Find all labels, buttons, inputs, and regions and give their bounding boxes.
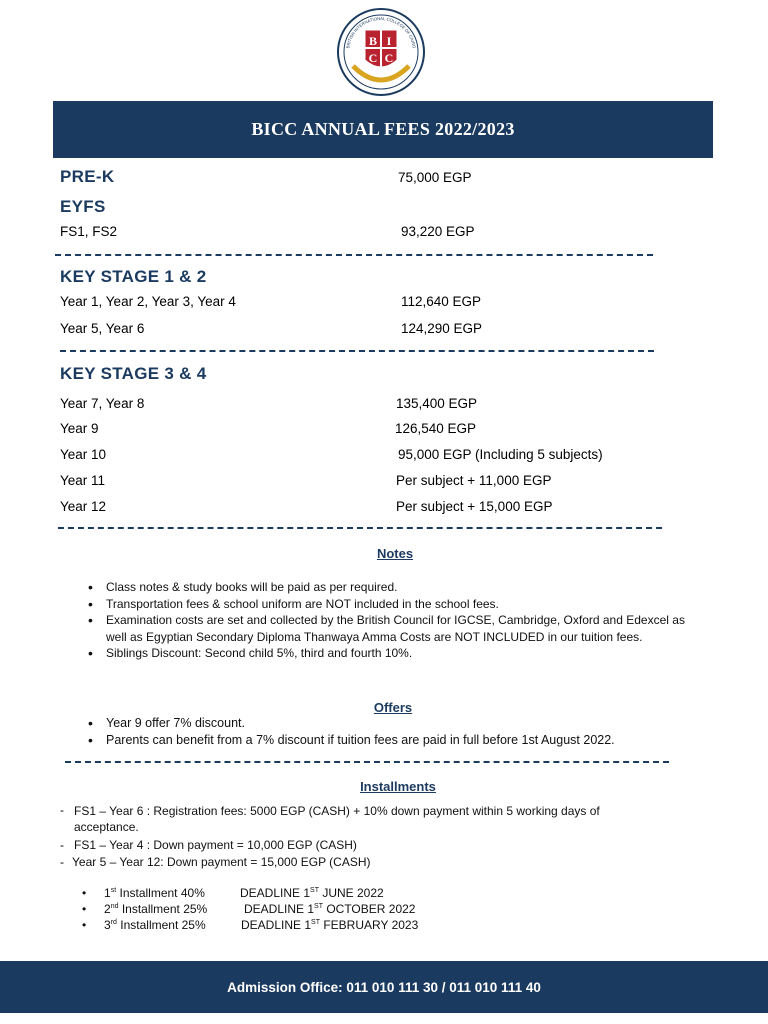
divider (65, 761, 669, 763)
installment-label: Installment 25% (120, 918, 206, 932)
logo-letter: C (368, 51, 378, 65)
notes-title: Notes (376, 546, 414, 561)
divider (60, 350, 654, 352)
notes-list (82, 579, 692, 662)
admission-contact: Admission Office: 011 010 111 30 / 011 010 111 40 (227, 979, 541, 995)
ks12-row-fee: 124,290 EGP (401, 321, 483, 336)
installments-title: Installments (360, 779, 436, 794)
page-title: BICC ANNUAL FEES 2022/2023 (251, 119, 515, 139)
plan-item: FS1 – Year 4 : Down payment = 10,000 EGP (CASH) (74, 838, 357, 852)
offers-title: Offers (373, 700, 413, 715)
plan-dash: - (60, 838, 64, 852)
eyfs-heading: EYFS (60, 197, 106, 216)
ks34-row-fee: 135,400 EGP (396, 396, 478, 411)
plan-dash: - (60, 803, 64, 817)
eyfs-fee: 93,220 EGP (401, 224, 475, 239)
divider (58, 527, 662, 529)
installment-deadline-ordinal: ST (310, 887, 319, 894)
ks34-row-label: Year 9 (60, 421, 99, 436)
installment-row: • 2nd Installment 25% DEADLINE 1ST OCTOBER 2022 (82, 902, 416, 916)
plan-item: FS1 – Year 6 : Registration fees: 5000 EGP (CASH) + 10% down payment within 5 working days of acceptance. (74, 804, 600, 834)
installment-number: 1 (104, 886, 111, 900)
logo-letter: C (384, 51, 394, 65)
ks34-row-fee: 126,540 EGP (395, 421, 477, 436)
notes-item: • Siblings Discount: Second child 5%, third and fourth 10%. (82, 645, 692, 662)
school-logo (335, 8, 427, 96)
installment-deadline: DEADLINE 1 (244, 902, 315, 916)
ks34-row-label: Year 11 (60, 473, 106, 488)
ks34-row-label: Year 7, Year 8 (60, 396, 145, 411)
installment-deadline: DEADLINE 1 (240, 886, 311, 900)
installment-ordinal: nd (110, 903, 119, 910)
installment-row: • 3rd Installment 25% DEADLINE 1ST FEBRUARY 2023 (82, 918, 419, 932)
installment-row: • 1st Installment 40% DEADLINE 1ST JUNE 2022 (82, 886, 384, 900)
installment-ordinal: rd (110, 919, 117, 926)
ks34-row-fee: Per subject + 15,000 EGP (396, 499, 553, 514)
ks34-row-fee: Per subject + 11,000 EGP (396, 473, 552, 488)
installment-label: Installment 25% (121, 902, 208, 916)
installment-deadline-date: JUNE 2022 (318, 886, 384, 900)
prek-fee: 75,000 EGP (398, 170, 472, 185)
offers-item: • Year 9 offer 7% discount. (82, 715, 702, 732)
ks12-heading: KEY STAGE 1 & 2 (60, 267, 207, 286)
logo-letter: I (386, 34, 392, 48)
ks34-row-label: Year 12 (60, 499, 107, 514)
installment-number: 3 (104, 918, 111, 932)
ks34-row-label: Year 10 (60, 447, 107, 462)
offers-list (82, 715, 702, 748)
ks12-row-fee: 112,640 EGP (401, 294, 482, 309)
installment-deadline-date: FEBRUARY 2023 (319, 918, 419, 932)
header-bar (53, 101, 713, 158)
plan-item: Year 5 – Year 12: Down payment = 15,000 EGP (CASH) (72, 855, 371, 869)
notes-item: • Class notes & study books will be paid as per required. (82, 579, 692, 596)
installment-ordinal: st (110, 887, 117, 894)
footer-bar (0, 961, 768, 1013)
installment-label: Installment 40% (119, 886, 205, 900)
prek-heading: PRE-K (60, 167, 115, 186)
plan-dash: - (60, 855, 64, 869)
installment-deadline-date: OCTOBER 2022 (322, 902, 416, 916)
notes-item: • Examination costs are set and collected by the British Council for IGCSE, Cambridge, Oxford and Edexcel as well as Egyptian Secondary Diploma Thanwaya Amma Costs are NOT INCLUDED in our tuition fees. (82, 612, 692, 645)
installment-deadline-ordinal: ST (311, 919, 320, 926)
offers-item: • Parents can benefit from a 7% discount if tuition fees are paid in full before 1st August 2022. (82, 732, 702, 749)
eyfs-row-label: FS1, FS2 (60, 224, 118, 239)
ks34-heading: KEY STAGE 3 & 4 (60, 364, 207, 383)
ks12-row-label: Year 1, Year 2, Year 3, Year 4 (60, 294, 236, 309)
logo-letter: B (368, 34, 378, 48)
divider (55, 254, 653, 256)
logo-ring-text: BRITISH INTERNATIONAL COLLEGE OF CAIRO (345, 15, 417, 49)
notes-item: • Transportation fees & school uniform are NOT included in the school fees. (82, 596, 692, 613)
installment-deadline-ordinal: ST (314, 903, 323, 910)
installment-number: 2 (104, 902, 111, 916)
ks34-row-fee: 95,000 EGP (Including 5 subjects) (398, 447, 603, 462)
ks12-row-label: Year 5, Year 6 (60, 321, 145, 336)
installment-deadline: DEADLINE 1 (241, 918, 312, 932)
